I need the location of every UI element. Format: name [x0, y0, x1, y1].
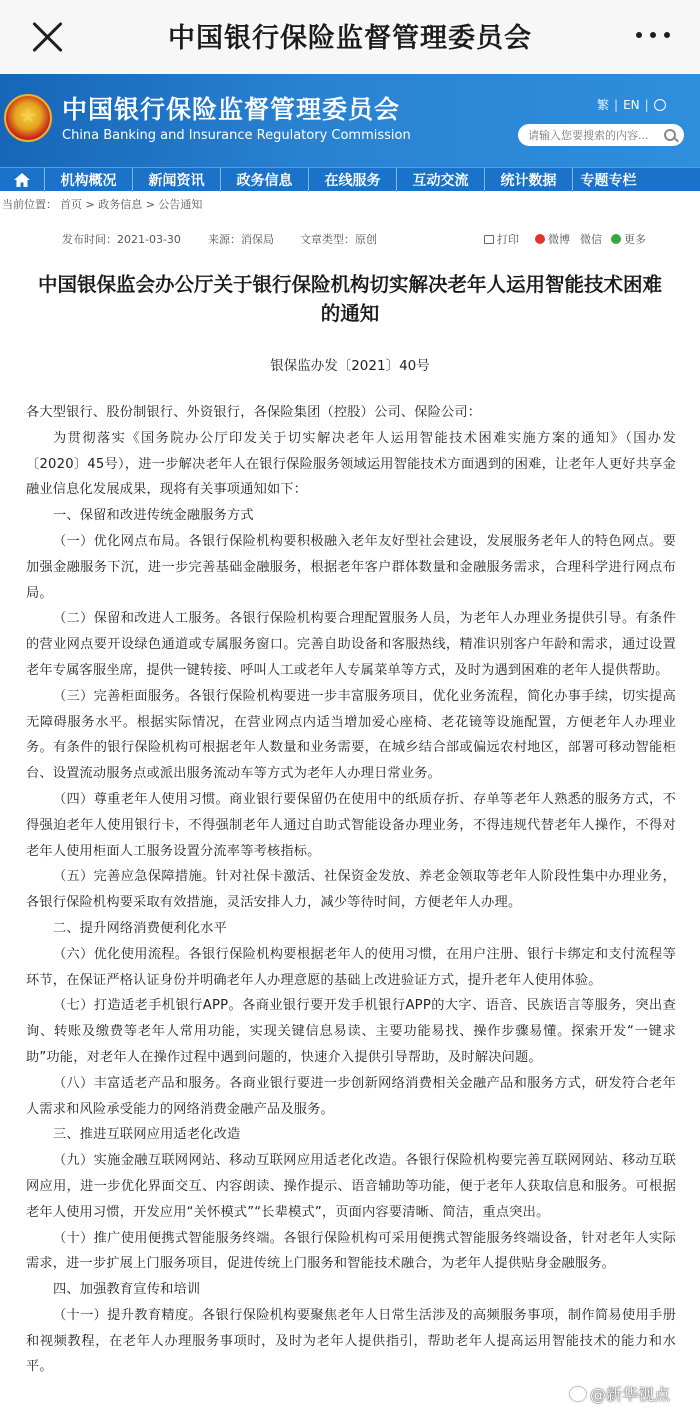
paragraph: （八）丰富适老产品和服务。各商业银行要进一步创新网络消费相关金融产品和服务方式，研发符合老年人需求和风险承受能力的网络消费金融产品及服务。 — [26, 1075, 676, 1117]
user-icon[interactable] — [654, 99, 666, 111]
home-icon[interactable] — [0, 168, 44, 192]
breadcrumb-path[interactable]: 首页 > 政务信息 > 公告通知 — [60, 198, 203, 211]
nav-item-news[interactable]: 新闻资讯 — [132, 168, 220, 192]
nav-item-about[interactable]: 机构概况 — [44, 168, 132, 192]
paragraph: （九）实施金融互联网网站、移动互联网应用适老化改造。各银行保险机构要完善互联网网站、移动互联网应用，进一步优化界面交互、内容朗读、操作提示、语音辅助等功能，便于老年人获取信息和服务。可根据老年人使用习惯，开发应用“关怀模式”“长辈模式”，页面内容要清晰、简洁，重点突出。 — [26, 1153, 676, 1220]
section-heading: 一、保留和改进传统金融服务方式 — [53, 508, 254, 524]
app-bar — [0, 0, 700, 74]
nav-item-government-info[interactable]: 政务信息 — [220, 168, 308, 192]
addressee: 各大型银行、股份制银行、外资银行，各保险集团（控股）公司、保险公司： — [26, 405, 482, 420]
weibo-share-button[interactable] — [535, 231, 570, 247]
paragraph: （十一）提升教育精度。各银行保险机构要聚焦老年人日常生活涉及的高频服务事项，制作简易使用手册和视频教程，在老年人办理服务事项时，及时为老年人提供指引，帮助老年人提高运用智能技术的能力和水平。 — [26, 1307, 676, 1375]
weibo-label: 微博 — [548, 233, 570, 246]
search-icon[interactable] — [664, 129, 676, 141]
more-options-icon[interactable] — [636, 32, 670, 42]
section-heading: 二、提升网络消费便利化水平 — [53, 920, 228, 936]
paragraph: 为贯彻落实《国务院办公厅印发关于切实解决老年人运用智能技术困难实施方案的通知》（国办发〔2020〕45号），进一步解决老年人在银行保险服务领域运用智能技术方面遇到的困难，让老年人更好共享金融业信息化发展成果，现将有关事项通知如下： — [26, 430, 676, 498]
close-icon[interactable] — [30, 20, 64, 54]
paragraph: （二）保留和改进人工服务。各银行保险机构要合理配置服务人员，为老年人办理业务提供引导。有条件的营业网点要开设绿色通道或专属服务窗口。完善自助设备和客服热线，精准识别客户年龄和需求，通过设置老年专属客服坐席，提供一键转接、呼叫人工或老年人专属菜单等方式，及时为遇到困难的老年人提供帮助。 — [26, 611, 676, 678]
weibo-watermark-icon — [570, 1387, 586, 1401]
print-button[interactable] — [484, 231, 519, 247]
article-body — [26, 400, 676, 1380]
site-name-en: China Banking and Insurance Regulatory Commission — [62, 128, 411, 143]
more-share-icon — [611, 234, 621, 244]
lang-separator: | — [644, 97, 649, 112]
article-type: 文章类型：原创 — [300, 233, 377, 246]
breadcrumb — [0, 194, 700, 212]
paragraph: （六）优化使用流程。各银行保险机构要根据老年人的使用习惯，在用户注册、银行卡绑定和支付流程等环节，在保证严格认证身份并明确老年人办理意愿的基础上改进验证方式，提升老年人使用体验。 — [26, 946, 676, 988]
wechat-share-button[interactable] — [580, 231, 602, 247]
search-input[interactable] — [528, 126, 652, 144]
article-source: 来源：消保局 — [208, 233, 274, 246]
print-icon — [484, 235, 494, 244]
search-box — [518, 124, 684, 146]
nav-item-statistics[interactable]: 统计数据 — [484, 168, 572, 192]
breadcrumb-label: 当前位置： — [2, 198, 57, 211]
national-emblem-logo — [4, 94, 52, 142]
site-name-cn: 中国银行保险监督管理委员会 — [62, 95, 401, 124]
more-label: 更多 — [624, 233, 646, 246]
publish-time: 发布时间：2021-03-30 — [62, 233, 181, 246]
article-title: 中国银保监会办公厅关于银行保险机构切实解决老年人运用智能技术困难的通知 — [37, 273, 662, 325]
lang-separator: | — [614, 97, 619, 112]
more-share-button[interactable] — [611, 231, 646, 247]
paragraph: （三）完善柜面服务。各银行保险机构要进一步丰富服务项目，优化业务流程，简化办事手续，切实提高无障碍服务水平。根据实际情况，在营业网点内适当增加爱心座椅、老花镜等设施配置，方便老年人办理业务。有条件的银行保险机构可根据老年人数量和业务需要，在城乡结合部或偏远农村地区，部署可移动智能柜台、设置流动服务点或派出服务流动车等方式为老年人办理日常业务。 — [26, 688, 676, 782]
main-nav — [0, 167, 700, 191]
nav-item-special-topics[interactable]: 专题专栏 — [572, 168, 644, 192]
lang-english-link[interactable]: EN — [623, 97, 640, 112]
weibo-icon — [535, 234, 545, 244]
language-switcher — [597, 96, 666, 113]
xinhua-watermark — [570, 1382, 670, 1405]
wechat-label: 微信 — [580, 233, 602, 246]
article-meta — [0, 230, 700, 248]
print-label: 打印 — [497, 233, 519, 246]
app-bar-title: 中国银行保险监督管理委员会 — [168, 23, 532, 54]
site-header — [0, 74, 700, 167]
paragraph: （四）尊重老年人使用习惯。商业银行要保留仍在使用中的纸质存折、存单等老年人熟悉的服务方式，不得强迫老年人使用银行卡，不得强制老年人通过自助式智能设备办理业务，不得违规代替老年人操作，不得对老年人使用柜面人工服务设置分流率等考核指标。 — [26, 791, 676, 859]
paragraph: （十）推广使用便携式智能服务终端。各银行保险机构可采用便携式智能服务终端设备，针对老年人实际需求，进一步扩展上门服务项目，促进传统上门服务和智能技术融合，为老年人提供贴身金融服务。 — [26, 1230, 676, 1272]
section-heading: 四、加强教育宣传和培训 — [53, 1282, 201, 1298]
paragraph: （一）优化网点布局。各银行保险机构要积极融入老年友好型社会建设，发展服务老年人的特色网点。要加强金融服务下沉，进一步完善基础金融服务，根据老年客户群体数量和金融服务需求，合理科学进行网点布局。 — [26, 533, 676, 601]
watermark-text: @新华视点 — [590, 1385, 671, 1404]
nav-item-interaction[interactable]: 互动交流 — [396, 168, 484, 192]
lang-traditional-link[interactable]: 繁 — [597, 98, 610, 112]
section-heading: 三、推进互联网应用适老化改造 — [53, 1127, 241, 1143]
paragraph: （五）完善应急保障措施。针对社保卡激活、社保资金发放、养老金领取等老年人阶段性集中办理业务，各银行保险机构要采取有效措施，灵活安排人力，减少等待时间，方便老年人办理。 — [26, 869, 676, 911]
document-number: 银保监办发〔2021〕40号 — [270, 358, 430, 374]
nav-item-online-services[interactable]: 在线服务 — [308, 168, 396, 192]
paragraph: （七）打造适老手机银行APP。各商业银行要开发手机银行APP的大字、语音、民族语言等服务，突出查询、转账及缴费等老年人常用功能，实现关键信息易读、主要功能易找、操作步骤易懂。探索开发“一键求助”功能，对老年人在操作过程中遇到问题的，快速介入提供引导帮助，及时解决问题。 — [26, 998, 676, 1065]
